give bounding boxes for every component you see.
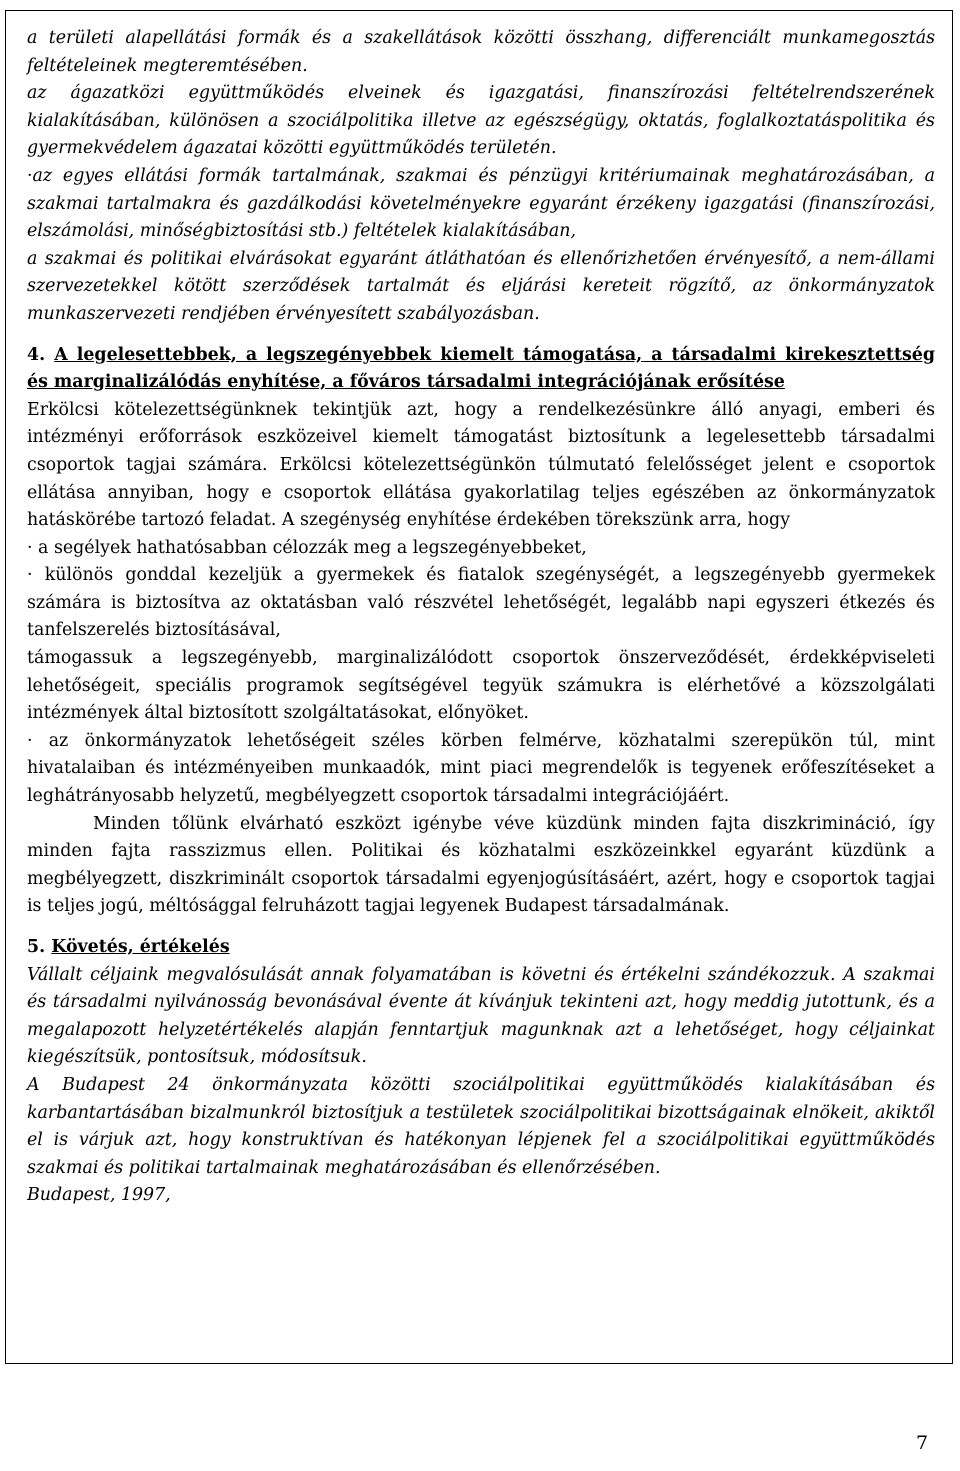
list-item: · a segélyek hathatósabban célozzák meg a legszegényebbeket, (27, 537, 587, 558)
section-5-heading (27, 934, 935, 962)
section-4-intro: Erkölcsi kötelezettségünknek tekintjük azt, hogy a rendelkezésünkre álló anyagi, emberi és intézményi erőforrások eszközeivel kiemelt támogatást biztosítunk a legelesettebb társadalmi csoportok tagjai számára. Erkölcsi kötelezettségünkön túlmutató felelősséget jelent e csoportok ellátása annyiban, hogy e csoportok ellátása gyakorlatilag teljes egészében az önkormányzatok hatáskörébe tartozó feladat. A szegénység enyhítése érdekében törekszünk arra, hogy (27, 399, 935, 531)
document-body (27, 25, 935, 1210)
section-5-paragraph: Vállalt céljaink megvalósulását annak folyamatában is követni és értékelni szándékozzuk. A szakmai és társadalmi nyilvánosság bevonásával évente át kívánjuk tekinteni azt, hogy meddig jutottunk, és a megalapozott helyzetértékelés alapján fenntartjuk magunknak azt a lehetőséget, hogy céljainkat kiegészítsük, pontosítsuk, módosítsuk. (27, 964, 935, 1068)
section-4-number: 4. (27, 344, 55, 365)
section-4-heading (27, 342, 935, 397)
section-4-title: A legelesettebbek, a legszegényebbek kiemelt támogatása, a társadalmi kirekesztettség és marginalizálódás enyhítése, a főváros társadalmi integrációjának erősítése (27, 344, 935, 393)
section-5-number: 5. (27, 937, 52, 957)
list-item: ·az egyes ellátási formák tartalmának, szakmai és pénzügyi kritériumainak meghatározásában, a szakmai tartalmakra és gazdálkodási követelményekre egyaránt érzékeny igazgatási (finanszírozási, elszámolási, minőségbiztosítási stb.) feltételek kialakításában, (27, 165, 935, 242)
section-4-closing: Minden tőlünk elvárható eszközt igénybe véve küzdünk minden fajta diszkrimináció, így minden fajta rasszizmus ellen. Politikai és közhatalmi eszközeinkkel egyaránt küzdünk a megbélyegzett, diszkriminált csoportok társadalmi egyenjogúsításáért, azért, hogy e csoportok tagjai is teljes jogú, méltósággal felruházott tagjai legyenek Budapest társadalmának. (27, 813, 935, 917)
list-item: · különös gonddal kezeljük a gyermekek és fiatalok szegénységét, a legszegényebb gyermekek számára is biztosítva az oktatásban való részvétel lehetőségét, legalább napi egyszeri étkezés és tanfelszerelés biztosításával, (27, 565, 935, 641)
signoff: Budapest, 1997, (27, 1185, 171, 1206)
list-item: · az önkormányzatok lehetőségeit széles körben felmérve, közhatalmi szerepükön túl, mint hivatalaiban és intézményeiben munkaadók, mint piaci megrendelők is tegyenek erőfeszítéseket a leghátrányosabb helyzetű, megbélyegzett csoportok társadalmi integrációjáért. (27, 730, 935, 807)
section-5-paragraph: A Budapest 24 önkormányzata közötti szociálpolitikai együttműködés kialakításában és karbantartásában bizalmunkról biztosítjuk a testületek szociálpolitikai bizottságainak elnökeit, akiktől el is várjuk azt, hogy konstruktívan és hatékonyan lépjenek fel a szociálpolitikai együttműködés szakmai és politikai tartalmainak meghatározásában és ellenőrzésében. (27, 1074, 935, 1178)
list-item: a szakmai és politikai elvárásokat egyaránt átláthatóan és ellenőrizhetően érvényesítő, a nem-állami szervezetekkel kötött szerződések tartalmát és eljárási kereteit rögzítő, az önkormányzatok munkaszervezeti rendjében érvényesített szabályozásban. (27, 248, 935, 324)
page-number: 7 (916, 1432, 929, 1454)
list-item: az ágazatközi együttműködés elveinek és igazgatási, finanszírozási feltételrendszerének kialakításában, különösen a szociálpolitika illetve az egészségügy, oktatás, foglalkoztatáspolitika és gyermekvédelem ágazatai közötti együttműködés területén. (27, 83, 935, 159)
list-item: támogassuk a legszegényebb, marginalizálódott csoportok önszerveződését, érdekképviseleti lehetőségeit, speciális programok segítségével tegyük számukra is elérhetővé a közszolgálati intézmények által biztosított szolgáltatásokat, előnyöket. (27, 648, 935, 724)
list-item: a területi alapellátási formák és a szakellátások közötti összhang, differenciált munkamegosztás feltételeinek megteremtésében. (27, 28, 935, 76)
section-5-title: Követés, értékelés (51, 937, 230, 957)
